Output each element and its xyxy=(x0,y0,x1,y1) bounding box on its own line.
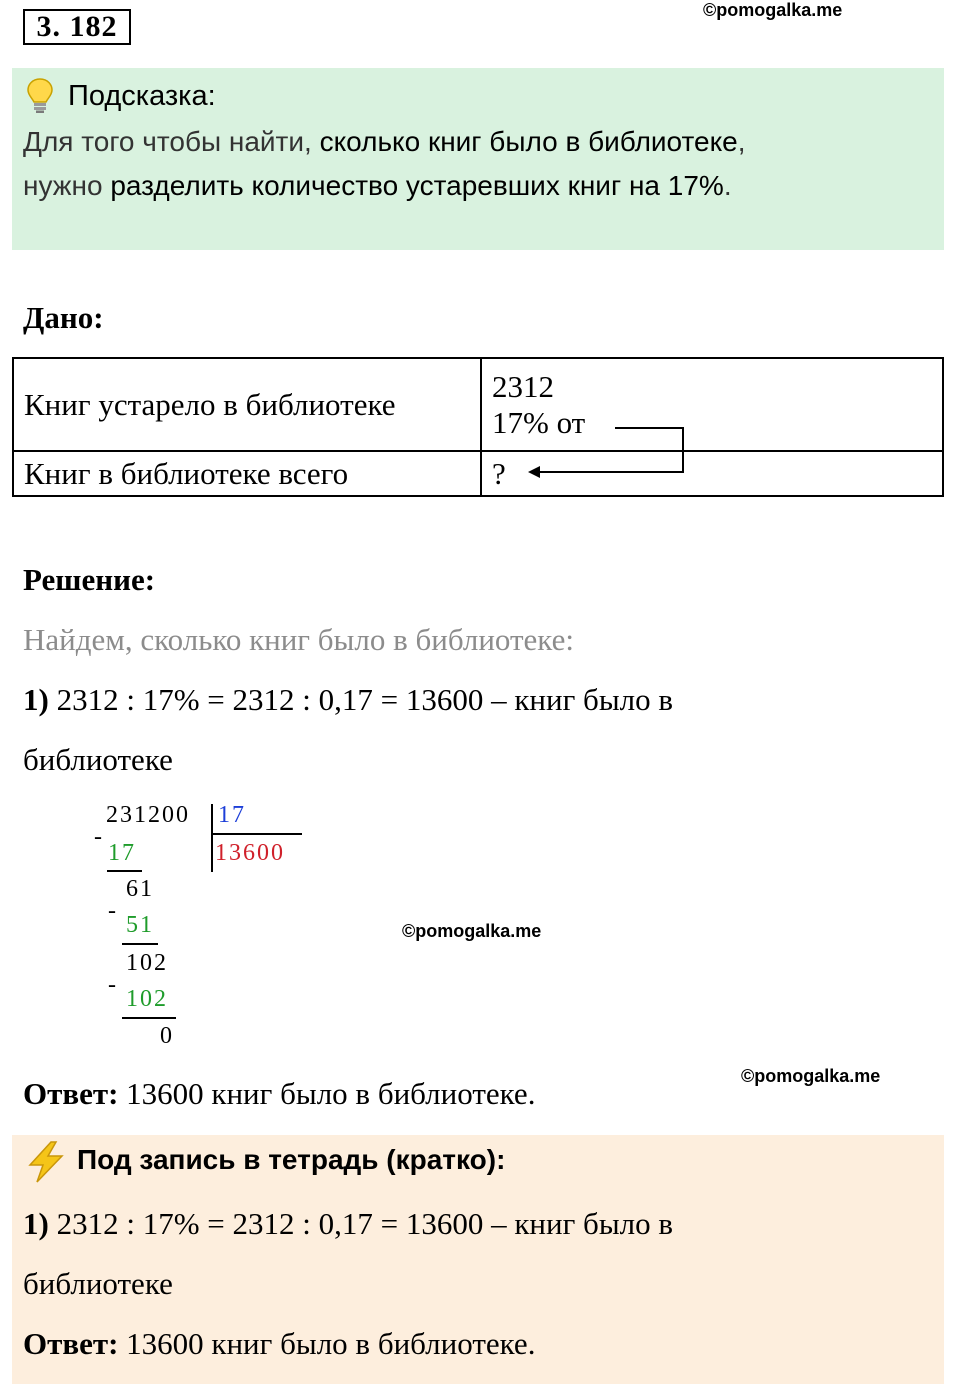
given-label-total: Книг в библиотеке всего xyxy=(13,451,481,496)
ld-vertical-line xyxy=(211,804,213,872)
solution-answer xyxy=(23,1076,535,1112)
ld-rule-1 xyxy=(107,870,142,872)
watermark-top: ©pomogalka.me xyxy=(703,0,843,20)
short-step-1-cont: библиотеке xyxy=(23,1266,173,1301)
hint-line-1-emphasis: сколько книг было в библиотеке xyxy=(319,126,738,157)
hint-title: Подсказка: xyxy=(68,80,216,112)
ld-step-rem-3: 0 xyxy=(160,1023,174,1049)
solution-step-1 xyxy=(23,682,673,718)
short-answer-text: 13600 книг было в библиотеке. xyxy=(118,1326,536,1361)
short-answer xyxy=(23,1326,535,1362)
short-step-1 xyxy=(23,1206,673,1242)
given-heading: Дано: xyxy=(23,300,104,335)
short-step-number: 1) xyxy=(23,1206,49,1241)
ld-divisor-line xyxy=(211,833,302,835)
solution-answer-label: Ответ: xyxy=(23,1076,119,1111)
ld-step-rem-2: 102 xyxy=(126,950,168,976)
hint-line-2-plain: нужно xyxy=(23,170,111,201)
given-label-outdated: Книг устарело в библиотеке xyxy=(13,358,481,451)
watermark-middle: ©pomogalka.me xyxy=(402,921,542,941)
table-row xyxy=(13,451,943,496)
given-value-count: 2312 xyxy=(492,368,554,404)
ld-step-sub-2: 51 xyxy=(126,912,154,938)
solution-answer-text: 13600 книг было в библиотеке. xyxy=(118,1076,536,1111)
lightning-icon xyxy=(24,1140,68,1184)
given-value-percent: 17% от xyxy=(492,404,586,440)
watermark-bottom: ©pomogalka.me xyxy=(741,1066,881,1086)
solution-step-number: 1) xyxy=(23,682,49,717)
solution-intro: Найдем, сколько книг было в библиотеке: xyxy=(23,622,574,657)
hint-line-2-tail: . xyxy=(723,170,732,201)
ld-step-sub-3: 102 xyxy=(126,986,168,1012)
hint-line-2 xyxy=(23,170,732,202)
short-answer-label: Ответ: xyxy=(23,1326,119,1361)
given-table xyxy=(12,357,944,497)
ld-rule-3 xyxy=(122,1017,176,1019)
short-step-text: 2312 : 17% = 2312 : 0,17 = 13600 – книг было в xyxy=(48,1206,674,1241)
ld-rule-2 xyxy=(122,943,158,945)
solution-step-text: 2312 : 17% = 2312 : 0,17 = 13600 – книг было в xyxy=(48,682,674,717)
solution-step-1-cont: библиотеке xyxy=(23,742,173,777)
task-number: 3. 182 xyxy=(23,9,131,45)
hint-line-2-emphasis: разделить количество устаревших книг на 17% xyxy=(110,170,724,201)
short-title: Под запись в тетрадь (кратко): xyxy=(77,1144,506,1175)
ld-minus-1: - xyxy=(94,824,104,850)
arrow-icon xyxy=(520,420,690,480)
solution-heading: Решение: xyxy=(23,562,156,597)
hint-line-1-tail: , xyxy=(737,126,746,157)
ld-dividend: 231200 xyxy=(106,802,190,828)
ld-minus-2: - xyxy=(108,898,118,924)
hint-line-1 xyxy=(23,126,746,158)
hint-line-1-plain: Для того чтобы найти, xyxy=(23,126,320,157)
ld-quotient: 13600 xyxy=(215,840,285,866)
ld-step-rem-1: 61 xyxy=(126,876,154,902)
given-value-total: ? xyxy=(481,451,943,496)
lightbulb-icon xyxy=(24,76,56,114)
ld-minus-3: - xyxy=(108,972,118,998)
table-row xyxy=(13,358,943,451)
ld-divisor: 17 xyxy=(218,802,246,828)
ld-step-sub-1: 17 xyxy=(108,840,136,866)
